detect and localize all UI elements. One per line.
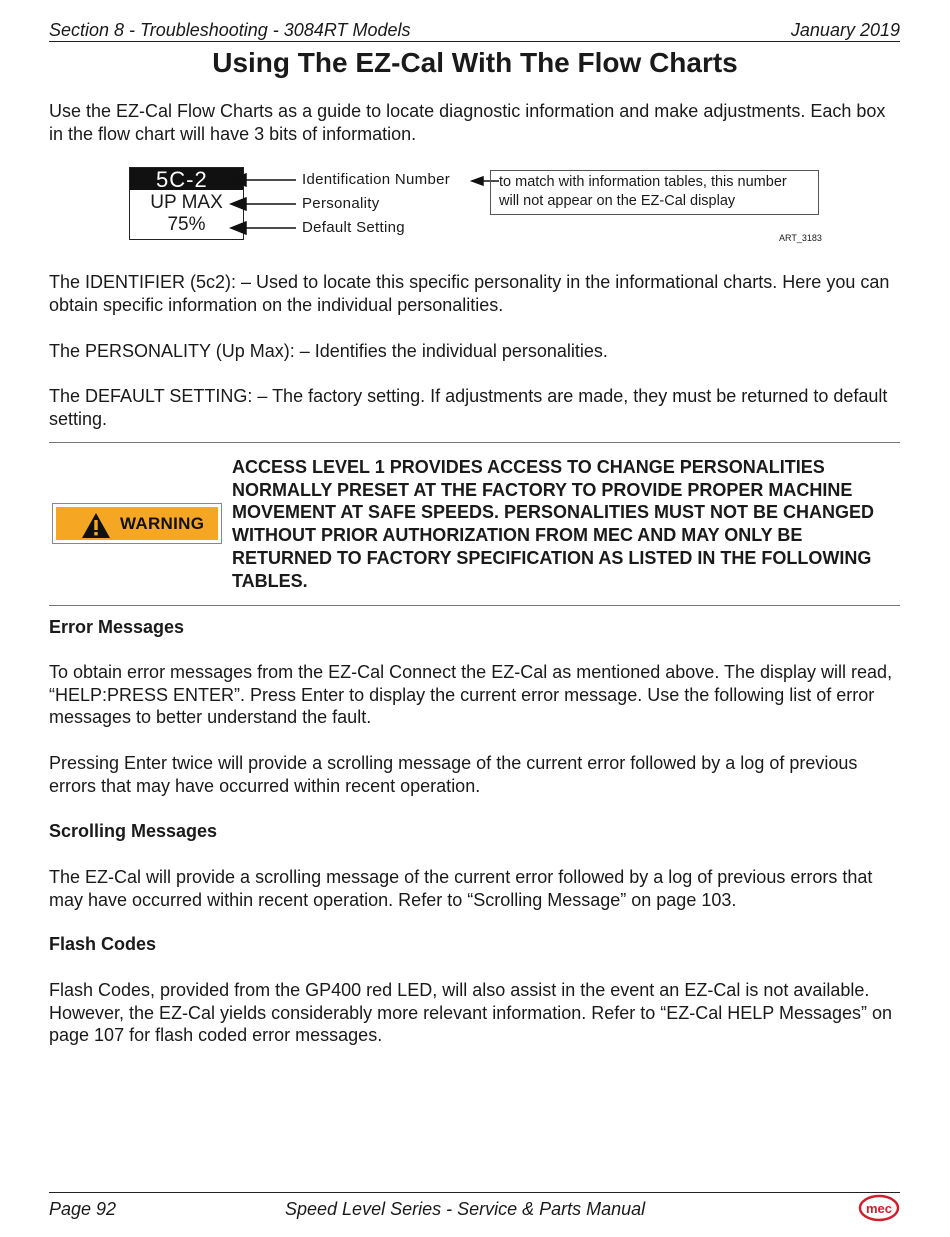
- error-messages-paragraph-1: To obtain error messages from the EZ-Cal Connect the EZ-Cal as mentioned above. The display will read, “HELP:PRESS ENTER”. Press Enter to display the current error message. Use the following list of error messages to better understand the fault.: [49, 662, 893, 727]
- page-footer: [49, 1192, 900, 1222]
- warning-triangle-icon: [81, 512, 111, 539]
- flow-chart-box-diagram: [0, 160, 950, 250]
- heading-scrolling-messages: Scrolling Messages: [49, 821, 218, 841]
- identifier-definition: The IDENTIFIER (5c2): – Used to locate this specific personality in the informational charts. Here you can obtain specific information on the individual personalities.: [49, 272, 890, 315]
- personality-value: UP MAX: [150, 192, 223, 213]
- warning-badge: [52, 503, 222, 544]
- warning-label: WARNING: [120, 514, 205, 533]
- scrolling-messages-paragraph: The EZ-Cal will provide a scrolling message of the current error followed by a log of previous errors that may have occurred within recent operation. Refer to “Scrolling Message” on page 103.: [49, 867, 873, 910]
- identifier-note-box: to match with information tables, this number will not appear on the EZ-Cal display: [490, 170, 819, 215]
- section-title: Section 8 - Troubleshooting - 3084RT Models: [49, 20, 411, 40]
- personality-definition: The PERSONALITY (Up Max): – Identifies the individual personalities.: [49, 341, 608, 361]
- divider-bottom: [49, 605, 900, 606]
- divider-top: [49, 442, 900, 443]
- identification-number: 5C-2: [130, 168, 243, 190]
- header-date: January 2019: [790, 20, 900, 40]
- warning-text: ACCESS LEVEL 1 PROVIDES ACCESS TO CHANGE PERSONALITIES NORMALLY PRESET AT THE FACTORY TO PROVIDE PROPER MACHINE MOVEMENT AT SAFE SPEEDS. PERSONALITIES MUST NOT BE CHANGED WITHOUT PRIOR AUTHORIZATION FROM MEC AND MAY ONLY BE RETURNED TO FACTORY SPECIFICATION AS LISTED IN THE FOLLOWING TABLES.: [232, 457, 875, 591]
- page-header: [49, 20, 900, 42]
- flash-codes-paragraph: Flash Codes, provided from the GP400 red LED, will also assist in the event an EZ-Cal is not available. However, the EZ-Cal yields considerably more relevant information. Refer to “EZ-Cal HELP Messages” on page 107 for flash coded error messages.: [49, 980, 893, 1045]
- mec-logo: [858, 1194, 900, 1222]
- label-personality: Personality: [302, 195, 380, 212]
- logo-text: mec: [865, 1201, 893, 1216]
- default-setting-definition: The DEFAULT SETTING: – The factory setting. If adjustments are made, they must be returned to default setting.: [49, 386, 888, 429]
- page-number: Page 92: [49, 1199, 117, 1219]
- intro-paragraph: Use the EZ-Cal Flow Charts as a guide to locate diagnostic information and make adjustments. Each box in the flow chart will have 3 bits of information.: [49, 101, 886, 144]
- heading-error-messages: Error Messages: [49, 617, 185, 637]
- default-setting-value: 75%: [167, 214, 206, 235]
- label-default-setting: Default Setting: [302, 219, 405, 236]
- art-code: ART_3183: [779, 233, 822, 243]
- manual-title: Speed Level Series - Service & Parts Manual: [285, 1199, 646, 1219]
- label-identification-number: Identification Number: [302, 171, 451, 188]
- page-title: Using The EZ-Cal With The Flow Charts: [212, 47, 738, 78]
- heading-flash-codes: Flash Codes: [49, 934, 157, 954]
- error-messages-paragraph-2: Pressing Enter twice will provide a scrolling message of the current error followed by a log of previous errors that may have occurred within recent operation.: [49, 753, 858, 796]
